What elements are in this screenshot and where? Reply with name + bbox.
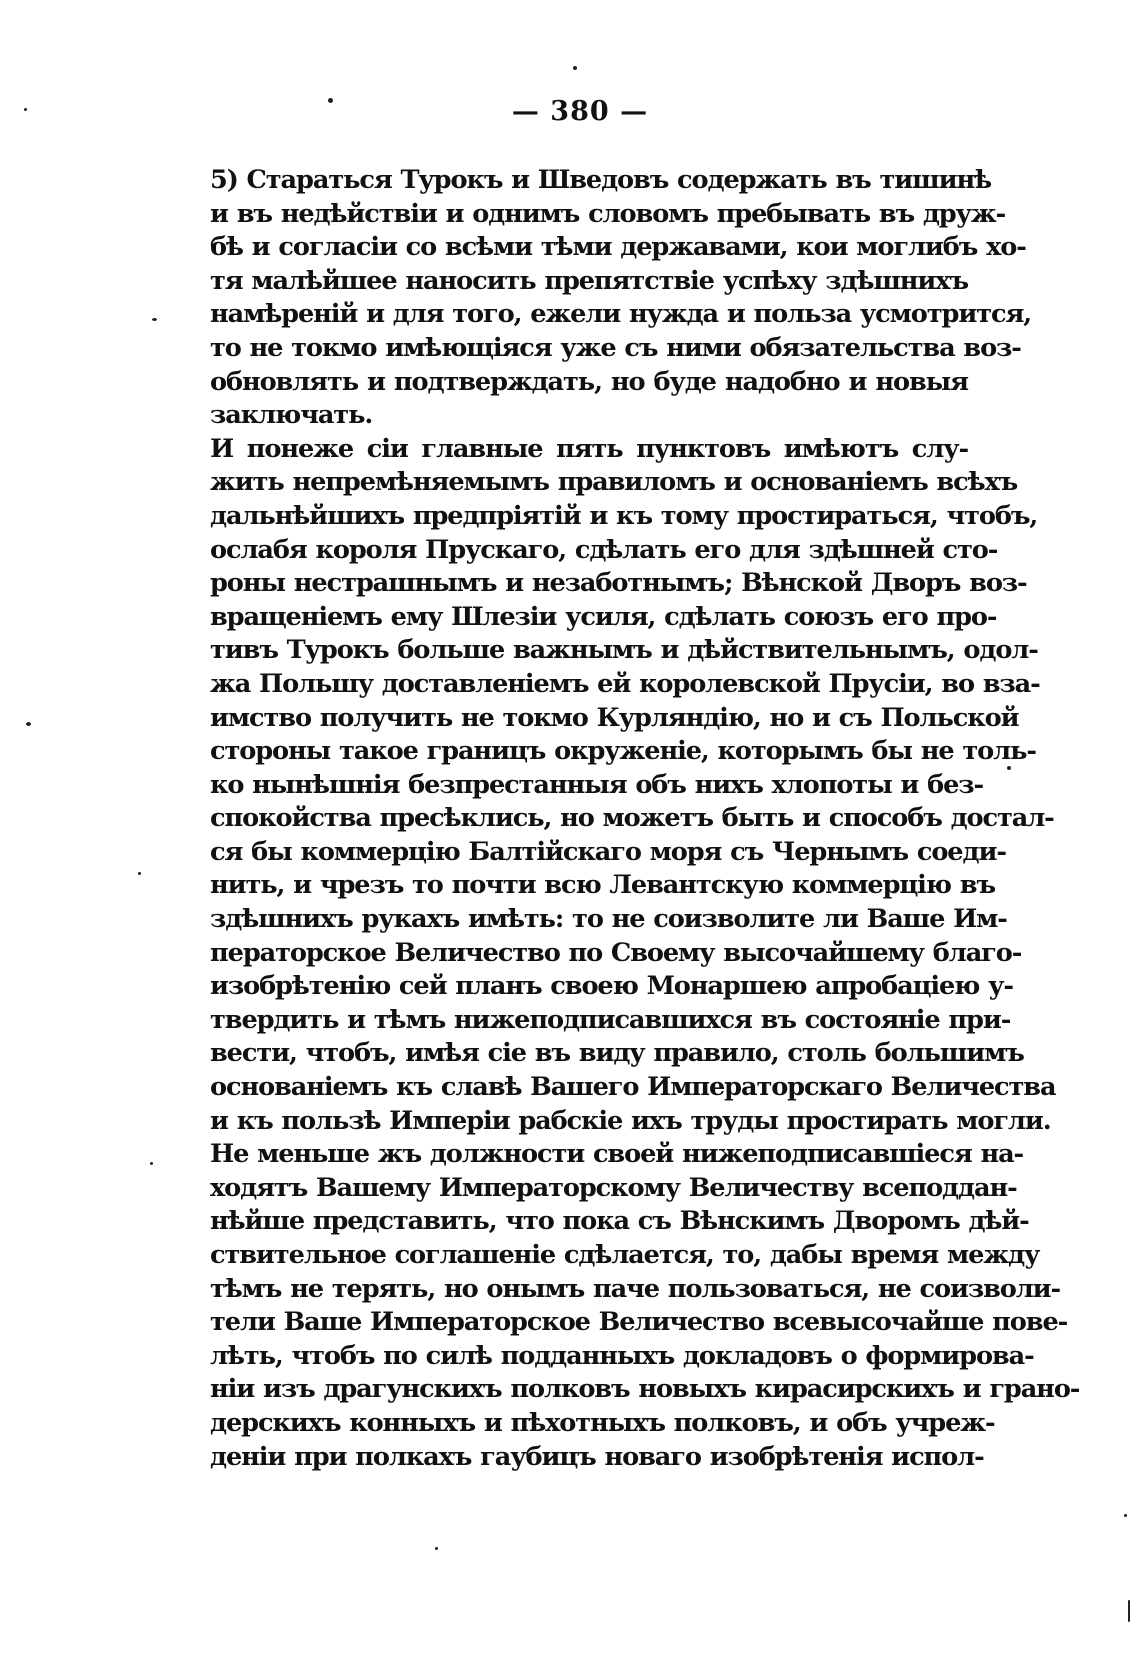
text-line: ослабя короля Прускаго, сдѣлать его для здѣшней сто- bbox=[210, 534, 998, 565]
text-line: твердить и тѣмъ нижеподписавшихся въ состояніе при- bbox=[210, 1004, 1011, 1035]
text-line: намѣреній и для того, ежели нужда и польза усмотрится, bbox=[210, 299, 1032, 330]
text-line: деніи при полкахъ гаубицъ новаго изобрѣтенія испол- bbox=[210, 1441, 984, 1472]
text-line: вращеніемъ ему Шлезіи усиля, сдѣлать союзъ его про- bbox=[210, 601, 997, 632]
text-line: нить, и чрезъ то почти всю Левантскую коммерцію въ bbox=[210, 870, 995, 901]
text-line: ствительное соглашеніе сдѣлается, то, дабы время между bbox=[210, 1240, 1040, 1270]
text-line: тѣмъ не терять, но онымъ паче пользоваться, не соизволи- bbox=[210, 1273, 1061, 1304]
text-line: жа Польшу доставленіемъ ей королевской Прусіи, во вза- bbox=[210, 668, 1040, 699]
scan-speck bbox=[24, 108, 27, 111]
text-line: заключать. bbox=[210, 400, 373, 431]
page-body bbox=[210, 164, 1080, 1474]
scan-speck bbox=[1128, 1600, 1130, 1622]
scan-speck bbox=[328, 98, 333, 103]
text-line: и въ недѣйствіи и однимъ словомъ пребывать въ друж- bbox=[210, 198, 1006, 229]
scan-speck bbox=[26, 722, 31, 726]
text-line: И понеже сіи главные пять пунктовъ имѣютъ слу- bbox=[210, 433, 968, 464]
paragraph-3 bbox=[210, 1138, 1080, 1474]
page-number: — 380 — bbox=[511, 96, 649, 127]
text-line: стороны такое границъ окруженіе, которымъ бы не толь- bbox=[210, 736, 1036, 767]
text-line: вести, чтобъ, имѣя сіе въ виду правило, столь большимъ bbox=[210, 1038, 1024, 1069]
text-line: спокойства пресѣклись, но можетъ быть и способъ достал- bbox=[210, 803, 1054, 834]
text-line: 5) Стараться Турокъ и Шведовъ содержать въ тишинѣ bbox=[210, 165, 991, 195]
paragraph-1 bbox=[210, 164, 1032, 433]
text-line: дальнѣйшихъ предпріятій и къ тому простираться, чтобъ, bbox=[210, 500, 1038, 531]
text-line: нѣйше представить, что пока съ Вѣнскимъ Дворомъ дѣй- bbox=[210, 1206, 1029, 1237]
text-line: роны нестрашнымъ и незаботнымъ; Вѣнской Дворъ воз- bbox=[210, 568, 1027, 599]
scan-speck bbox=[1124, 1514, 1127, 1517]
text-line: ко нынѣшнія безпрестанныя объ нихъ хлопоты и без- bbox=[210, 769, 984, 800]
scan-speck bbox=[138, 872, 141, 875]
text-line: ніи изъ драгунскихъ полковъ новыхъ кирасирскихъ и грано- bbox=[210, 1374, 1080, 1405]
text-line: дерскихъ конныхъ и пѣхотныхъ полковъ, и объ учреж- bbox=[210, 1407, 995, 1438]
text-line: ся бы коммерцію Балтійскаго моря съ Чернымъ соеди- bbox=[210, 836, 1006, 867]
text-line: ператорское Величество по Своему высочайшему благо- bbox=[210, 937, 1022, 968]
text-line: тя малѣйшее наносить препятствіе успѣху здѣшнихъ bbox=[210, 265, 968, 296]
text-line: обновлять и подтверждать, но буде надобно и новыя bbox=[210, 366, 968, 397]
text-line: тели Ваше Императорское Величество всевысочайше пове- bbox=[210, 1307, 1068, 1338]
paragraph-2 bbox=[210, 433, 1056, 1138]
text-line: лѣть, чтобъ по силѣ подданныхъ докладовъ о формирова- bbox=[210, 1340, 1034, 1371]
text-line: то не токмо имѣющіяся уже съ ними обязательства воз- bbox=[210, 332, 1021, 363]
scan-speck bbox=[573, 66, 577, 70]
scan-speck bbox=[150, 1162, 153, 1165]
text-line: имство получить не токмо Курляндію, но и съ Польской bbox=[210, 702, 1019, 733]
scan-speck bbox=[152, 318, 157, 321]
text-line: основаніемъ къ славѣ Вашего Императорскаго Величества bbox=[210, 1072, 1056, 1103]
scan-speck bbox=[1007, 766, 1011, 770]
text-line: здѣшнихъ рукахъ имѣть: то не соизволите ли Ваше Им- bbox=[210, 904, 1007, 935]
text-line: тивъ Турокъ больше важнымъ и дѣйствительнымъ, одол- bbox=[210, 635, 1038, 666]
text-line: ходятъ Вашему Императорскому Величеству всеподдан- bbox=[210, 1172, 1017, 1203]
text-line: и къ пользѣ Имперіи рабскіе ихъ труды простирать могли. bbox=[210, 1105, 1051, 1136]
text-line: жить непремѣняемымъ правиломъ и основаніемъ всѣхъ bbox=[210, 467, 1018, 498]
scan-speck bbox=[435, 1547, 438, 1550]
text-line: изобрѣтенію сей планъ своею Монаршею апробаціею у- bbox=[210, 971, 1013, 1002]
text-line: Не меньше жъ должности своей нижеподписавшіеся на- bbox=[210, 1139, 1024, 1170]
text-line: бѣ и согласіи со всѣми тѣми державами, кои моглибъ хо- bbox=[210, 232, 1026, 263]
